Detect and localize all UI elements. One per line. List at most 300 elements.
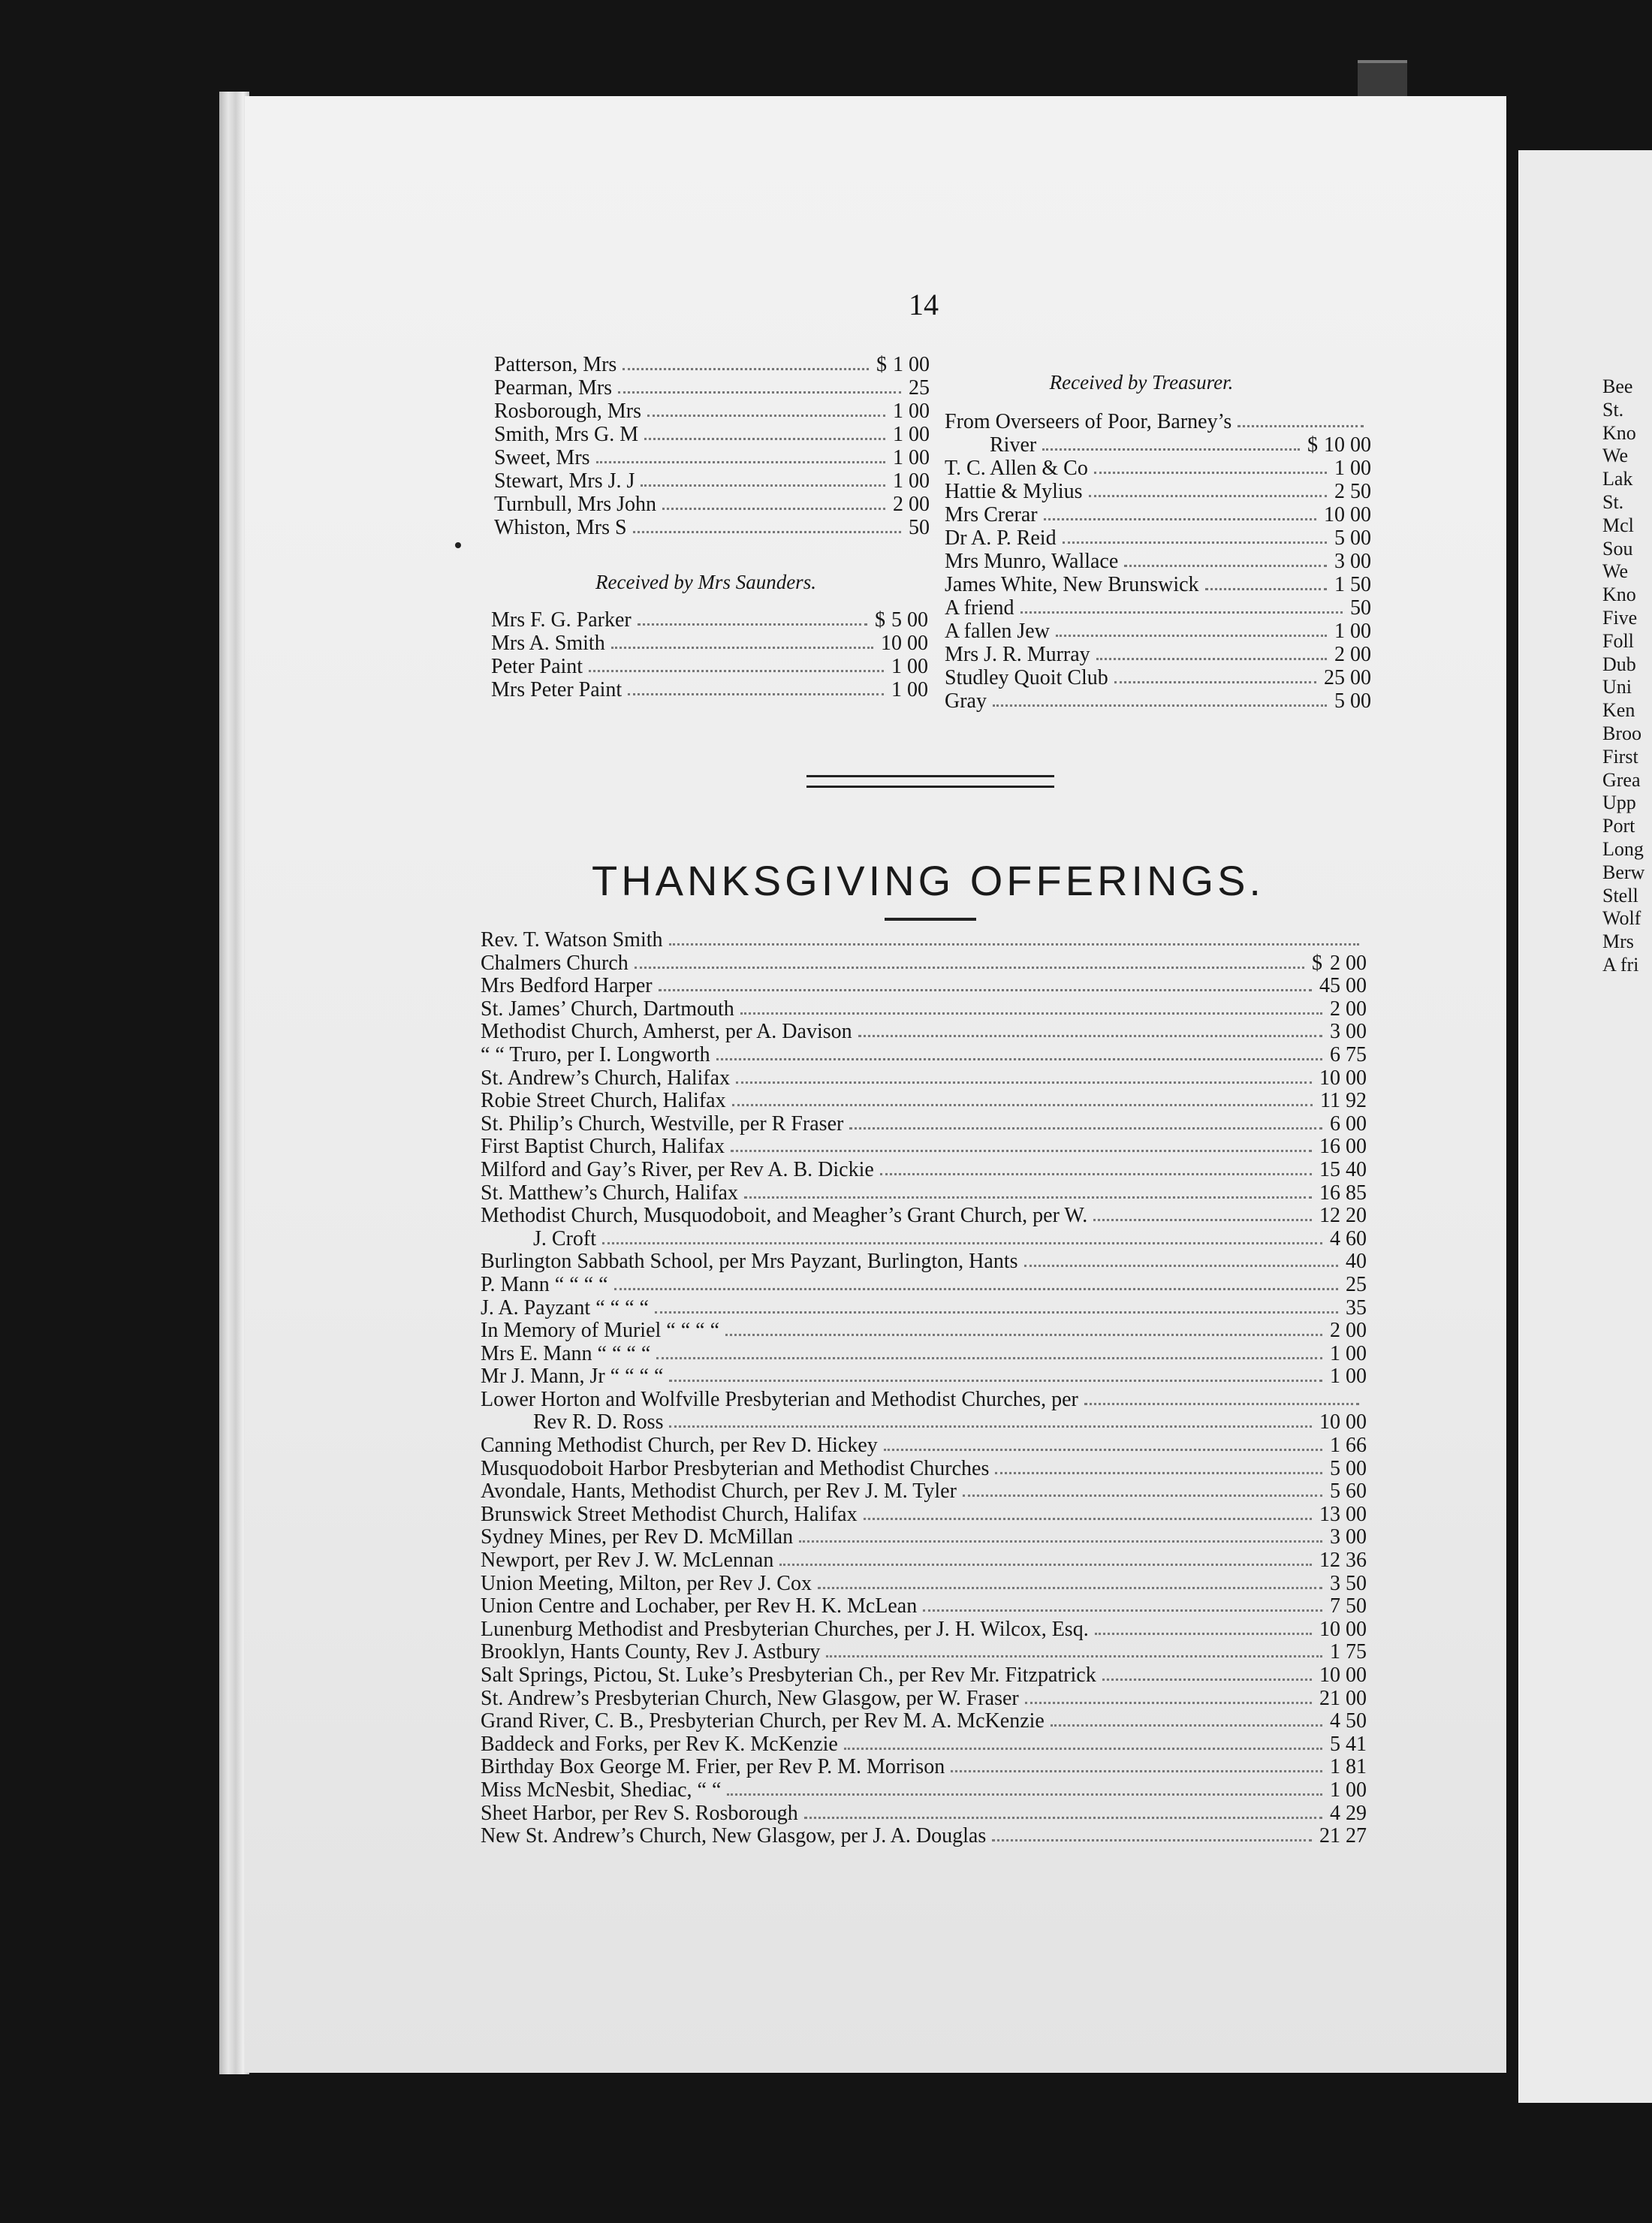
donor-row xyxy=(494,353,930,376)
donor-row xyxy=(491,632,928,655)
offering-row-amount xyxy=(1319,1824,1367,1848)
leader-dots xyxy=(844,1748,1322,1750)
leader-dots xyxy=(1114,681,1316,683)
leader-dots xyxy=(1044,518,1316,520)
leader-dots xyxy=(669,1425,1312,1428)
donor-row-amount xyxy=(1334,573,1371,597)
donor-row-name: Smith, Mrs G. M xyxy=(494,423,639,446)
donor-row-name: Stewart, Mrs J. J xyxy=(494,469,635,493)
adjacent-page-fragment: Uni xyxy=(1602,676,1632,698)
leader-dots xyxy=(849,1127,1322,1130)
offering-row-name: St. Andrew’s Presbyterian Church, New Glasgow, per W. Fraser xyxy=(481,1686,1019,1710)
donor-row-amount xyxy=(909,376,930,400)
donor-row-name: Pearman, Mrs xyxy=(494,376,613,400)
leader-dots xyxy=(623,368,869,370)
donor-row xyxy=(494,423,930,446)
leader-dots xyxy=(1042,448,1300,451)
offering-row-name: Methodist Church, Amherst, per A. Davison xyxy=(481,1020,852,1044)
offering-row-amount xyxy=(1319,1618,1367,1642)
leader-dots xyxy=(880,1173,1312,1175)
offering-row-amount xyxy=(1330,1020,1367,1044)
offering-row-name: Baddeck and Forks, per Rev K. McKenzie xyxy=(481,1732,838,1756)
adjacent-page-fragment: Ken xyxy=(1602,699,1635,722)
donor-row-amount xyxy=(1307,433,1371,457)
leader-dots xyxy=(644,438,885,440)
donor-row-name: Studley Quoit Club xyxy=(945,666,1108,689)
offering-row xyxy=(481,928,1367,952)
offering-row xyxy=(481,1250,1367,1273)
donor-row-amount xyxy=(875,608,928,632)
donor-row-amount xyxy=(909,516,930,540)
donor-row xyxy=(945,503,1371,526)
offering-row xyxy=(481,1687,1367,1710)
adjacent-page-fragment: Mrs xyxy=(1602,931,1634,953)
offering-row xyxy=(481,1204,1367,1227)
donor-row-name: Mrs A. Smith xyxy=(491,632,605,655)
offering-row-amount xyxy=(1319,974,1367,998)
donor-row-name: Mrs Peter Paint xyxy=(491,678,623,701)
offering-row xyxy=(481,1319,1367,1342)
leader-dots xyxy=(864,1518,1312,1520)
offering-row xyxy=(481,1778,1367,1802)
offering-row xyxy=(481,1388,1367,1411)
offering-row xyxy=(481,1089,1367,1112)
offering-row-name: Milford and Gay’s River, per Rev A. B. Dickie xyxy=(481,1157,874,1181)
donor-row xyxy=(945,526,1371,550)
offering-row-amount xyxy=(1330,1342,1367,1366)
offering-row-amount xyxy=(1346,1250,1367,1274)
offering-row-name: Brooklyn, Hants County, Rev J. Astbury xyxy=(481,1640,821,1664)
offering-row-name: Brunswick Street Methodist Church, Halifax xyxy=(481,1502,858,1526)
offering-row xyxy=(481,1227,1367,1250)
offering-row-amount xyxy=(1346,1273,1367,1297)
leader-dots xyxy=(727,1793,1322,1796)
adjacent-page-fragment: Dub xyxy=(1602,653,1636,675)
offering-row-amount xyxy=(1330,1319,1367,1343)
leader-dots xyxy=(923,1609,1322,1612)
offering-row-amount xyxy=(1330,1365,1367,1389)
offering-row-name: St. Philip’s Church, Westville, per R Fraser xyxy=(481,1112,844,1136)
amount-value: 25 00 xyxy=(1324,666,1371,689)
offering-row xyxy=(481,1410,1367,1434)
offering-row-name: St. Andrew’s Church, Halifax xyxy=(481,1066,731,1090)
offering-row xyxy=(481,1733,1367,1756)
leader-dots xyxy=(1084,1403,1359,1405)
donor-row-name: James White, New Brunswick xyxy=(945,573,1199,596)
amount-value: 5 60 xyxy=(1330,1479,1367,1504)
donor-row xyxy=(494,400,930,423)
amount-value: 1 50 xyxy=(1334,573,1371,596)
leader-dots xyxy=(993,704,1327,707)
offering-row xyxy=(481,1503,1367,1526)
donor-row-name: A fallen Jew xyxy=(945,620,1050,643)
offering-row-amount xyxy=(1319,1135,1367,1159)
leader-dots xyxy=(602,1242,1322,1244)
leader-dots xyxy=(1205,588,1327,590)
amount-value: 2 50 xyxy=(1334,480,1371,503)
offering-row xyxy=(481,1296,1367,1320)
amount-value: 10 00 xyxy=(1324,433,1371,457)
amount-value: 1 00 xyxy=(1334,457,1371,480)
donor-row xyxy=(494,446,930,469)
adjacent-page-fragment: Long xyxy=(1602,838,1644,860)
thanksgiving-offerings-list xyxy=(481,928,1367,1847)
offering-row-name: Chalmers Church xyxy=(481,951,629,975)
amount-value: 2 00 xyxy=(1330,1319,1367,1343)
offering-row xyxy=(481,1457,1367,1480)
amount-value: 5 41 xyxy=(1330,1732,1367,1756)
leader-dots xyxy=(589,670,884,672)
adjacent-page-fragment: We xyxy=(1602,445,1628,467)
amount-value: 6 75 xyxy=(1330,1042,1367,1066)
offering-row xyxy=(481,997,1367,1021)
offering-row-amount xyxy=(1330,1572,1367,1596)
offering-row xyxy=(481,1640,1367,1663)
leader-dots xyxy=(995,1472,1322,1474)
donor-row-name: Dr A. P. Reid xyxy=(945,526,1057,550)
donor-row xyxy=(491,608,928,632)
adjacent-page-fragment: Stell xyxy=(1602,884,1638,906)
donor-row xyxy=(945,666,1371,689)
ink-speck xyxy=(455,542,461,548)
donor-row-amount xyxy=(1324,503,1371,527)
offering-row-name: St. Matthew’s Church, Halifax xyxy=(481,1181,738,1205)
offering-row-name: “ “ Truro, per I. Longworth xyxy=(481,1042,710,1066)
amount-value: 1 81 xyxy=(1330,1755,1367,1779)
leader-dots xyxy=(1096,658,1327,660)
offering-row-amount xyxy=(1330,1043,1367,1067)
donor-row-amount xyxy=(1324,666,1371,690)
adjacent-page-fragment: Bee xyxy=(1602,376,1633,397)
offering-row-name: Rev R. D. Ross xyxy=(533,1410,664,1434)
leader-dots xyxy=(731,1150,1312,1152)
donor-row xyxy=(494,376,930,400)
offering-row-name: Mr J. Mann, Jr “ “ “ “ xyxy=(481,1365,664,1389)
leader-dots xyxy=(611,647,873,649)
leader-dots xyxy=(633,531,901,533)
leader-dots xyxy=(858,1035,1322,1037)
offering-row-amount xyxy=(1319,1410,1367,1434)
adjacent-page-fragment: Lak xyxy=(1602,468,1633,490)
leader-dots xyxy=(744,1196,1312,1199)
amount-value: 2 00 xyxy=(1330,997,1367,1021)
amount-value: 15 40 xyxy=(1319,1157,1367,1181)
offering-row-name: Grand River, C. B., Presbyterian Church, per Rev M. A. McKenzie xyxy=(481,1709,1045,1733)
donor-row xyxy=(491,655,928,678)
offering-row xyxy=(481,1135,1367,1158)
amount-value: 2 00 xyxy=(893,493,930,516)
offering-row-name: In Memory of Muriel “ “ “ “ xyxy=(481,1319,719,1343)
amount-value: 10 00 xyxy=(1319,1066,1367,1090)
section-title: THANKSGIVING OFFERINGS. xyxy=(592,857,1265,904)
offering-row-amount xyxy=(1330,1457,1367,1481)
offering-row-name: Sheet Harbor, per Rev S. Rosborough xyxy=(481,1801,798,1825)
offering-row-name: Lower Horton and Wolfville Presbyterian and Methodist Churches, per xyxy=(481,1387,1078,1411)
donor-row-name: Sweet, Mrs xyxy=(494,446,590,469)
leader-dots xyxy=(799,1540,1322,1543)
donor-row-name: Rosborough, Mrs xyxy=(494,400,642,423)
amount-value: 1 66 xyxy=(1330,1434,1367,1458)
offering-row-name: P. Mann “ “ “ “ xyxy=(481,1272,608,1296)
offering-row-name: J. A. Payzant “ “ “ “ xyxy=(481,1295,649,1320)
donor-row-amount xyxy=(893,400,930,424)
amount-value: 16 85 xyxy=(1319,1181,1367,1205)
donor-row-name: Peter Paint xyxy=(491,655,583,678)
donor-row-amount xyxy=(893,423,930,447)
offering-row-amount xyxy=(1346,1296,1367,1320)
offering-row xyxy=(481,1594,1367,1618)
offering-row-name: Canning Methodist Church, per Rev D. Hickey xyxy=(481,1434,878,1458)
donor-row-amount xyxy=(1350,596,1371,620)
donor-row-amount xyxy=(893,493,930,517)
adjacent-page-fragment: Wolf xyxy=(1602,907,1641,930)
leader-dots xyxy=(638,623,867,626)
offering-row xyxy=(481,1709,1367,1733)
amount-value: 5 00 xyxy=(1334,689,1371,713)
leader-dots xyxy=(1095,1633,1312,1635)
donor-row xyxy=(945,410,1371,433)
leader-dots xyxy=(1063,541,1327,544)
leader-dots xyxy=(628,693,884,695)
amount-value: 50 xyxy=(1350,596,1371,620)
donor-row-name: Hattie & Mylius xyxy=(945,480,1083,503)
donor-row-name: Mrs Munro, Wallace xyxy=(945,550,1119,573)
amount-value: 35 xyxy=(1346,1295,1367,1320)
adjacent-page-fragment: We xyxy=(1602,560,1628,583)
offering-row xyxy=(481,1549,1367,1572)
offering-row xyxy=(481,1479,1367,1503)
amount-value: 1 00 xyxy=(893,446,930,469)
amount-value: 4 60 xyxy=(1330,1226,1367,1250)
donor-row xyxy=(945,457,1371,480)
offering-row-amount xyxy=(1319,1687,1367,1711)
donor-list-top-left xyxy=(494,353,930,539)
offering-row-name: St. James’ Church, Dartmouth xyxy=(481,997,734,1021)
offering-row-name: Burlington Sabbath School, per Mrs Payzant, Burlington, Hants xyxy=(481,1250,1018,1274)
amount-value: 16 00 xyxy=(1319,1135,1367,1159)
offering-row-amount xyxy=(1330,1227,1367,1251)
amount-value: 50 xyxy=(909,516,930,539)
leader-dots xyxy=(655,1311,1338,1314)
offering-row-amount xyxy=(1312,952,1367,976)
adjacent-page-fragment: First xyxy=(1602,745,1638,768)
leader-dots xyxy=(662,508,885,510)
donor-row xyxy=(945,480,1371,503)
leader-dots xyxy=(725,1334,1322,1336)
treasurer-heading: Received by Treasurer. xyxy=(1049,371,1234,394)
leader-dots xyxy=(1089,495,1327,497)
amount-value: 25 xyxy=(1346,1272,1367,1296)
adjacent-page-fragment: Grea xyxy=(1602,768,1641,791)
donor-row-amount xyxy=(891,678,928,702)
leader-dots xyxy=(1020,611,1343,614)
donor-row xyxy=(945,550,1371,573)
leader-dots xyxy=(1124,565,1327,567)
offering-row xyxy=(481,1525,1367,1549)
amount-value: 1 00 xyxy=(893,423,930,446)
offering-row xyxy=(481,1663,1367,1687)
amount-value: 3 00 xyxy=(1334,550,1371,573)
donor-row-name: Turnbull, Mrs John xyxy=(494,493,657,516)
offering-row xyxy=(481,1112,1367,1136)
donor-row-name: Mrs Crerar xyxy=(945,503,1038,526)
offering-row xyxy=(481,1824,1367,1847)
donor-row-amount xyxy=(1334,689,1371,713)
page-number: 14 xyxy=(909,288,939,321)
leader-dots xyxy=(614,1288,1338,1290)
adjacent-page-fragment: St. xyxy=(1602,398,1624,421)
leader-dots xyxy=(647,415,885,417)
double-rule-top xyxy=(806,775,1054,777)
offering-row xyxy=(481,1342,1367,1365)
offering-row-name: Rev. T. Watson Smith xyxy=(481,928,663,952)
leader-dots xyxy=(826,1655,1322,1657)
dollar-sign: $ xyxy=(1312,951,1322,975)
leader-dots xyxy=(779,1564,1312,1566)
offering-row-name: Avondale, Hants, Methodist Church, per Rev J. M. Tyler xyxy=(481,1479,957,1504)
amount-value: 45 00 xyxy=(1319,974,1367,998)
adjacent-page-fragment: Foll xyxy=(1602,629,1634,652)
leader-dots xyxy=(951,1770,1322,1772)
donor-row-amount xyxy=(1334,550,1371,574)
offering-row-name: Mrs Bedford Harper xyxy=(481,974,653,998)
offering-row-name: Miss McNesbit, Shediac, “ “ xyxy=(481,1778,722,1802)
offering-row-amount xyxy=(1330,1525,1367,1549)
offering-row-amount xyxy=(1330,1479,1367,1504)
offering-row-amount xyxy=(1320,1089,1367,1113)
offering-row xyxy=(481,1181,1367,1205)
donor-row-amount xyxy=(1334,480,1371,504)
adjacent-page-fragment: A fri xyxy=(1602,954,1639,976)
amount-value: 1 00 xyxy=(893,400,930,423)
donor-row-amount xyxy=(891,655,928,679)
offering-row-name: New St. Andrew’s Church, New Glasgow, per J. A. Douglas xyxy=(481,1824,987,1848)
amount-value: 12 36 xyxy=(1319,1549,1367,1573)
donor-row-name: Gray xyxy=(945,689,987,713)
leader-dots xyxy=(818,1587,1322,1589)
leader-dots xyxy=(1093,1219,1312,1221)
donor-row-amount xyxy=(1334,526,1371,550)
amount-value: 4 50 xyxy=(1330,1709,1367,1733)
donor-row xyxy=(494,493,930,516)
offering-row-amount xyxy=(1319,1181,1367,1205)
donor-row xyxy=(945,643,1371,666)
offering-row-amount xyxy=(1330,1112,1367,1136)
leader-dots xyxy=(669,943,1359,946)
amount-value: 1 00 xyxy=(893,469,930,493)
adjacent-page-fragment: Broo xyxy=(1602,722,1641,744)
amount-value: 4 29 xyxy=(1330,1801,1367,1825)
offering-row-amount xyxy=(1330,1709,1367,1733)
offering-row-name: Union Centre and Lochaber, per Rev H. K. McLean xyxy=(481,1594,918,1618)
amount-value: 1 00 xyxy=(893,353,930,376)
donor-row xyxy=(945,620,1371,643)
offering-row-name: Mrs E. Mann “ “ “ “ xyxy=(481,1341,651,1365)
donor-row-name: Patterson, Mrs xyxy=(494,353,617,376)
leader-dots xyxy=(1051,1724,1322,1727)
amount-value: 2 00 xyxy=(1334,643,1371,666)
offering-row-amount xyxy=(1330,1640,1367,1664)
offering-row-name: Lunenburg Methodist and Presbyterian Churches, per J. H. Wilcox, Esq. xyxy=(481,1617,1089,1641)
leader-dots xyxy=(1024,1265,1338,1267)
offering-row-name: J. Croft xyxy=(533,1226,596,1250)
offering-row-name: Sydney Mines, per Rev D. McMillan xyxy=(481,1525,794,1549)
amount-value: 13 00 xyxy=(1319,1502,1367,1526)
offering-row xyxy=(481,1066,1367,1090)
offering-row-amount xyxy=(1330,1778,1367,1802)
amount-value: 21 00 xyxy=(1319,1686,1367,1710)
dollar-sign: $ xyxy=(876,353,887,376)
offering-row xyxy=(481,1755,1367,1778)
offering-row-name: Union Meeting, Milton, per Rev J. Cox xyxy=(481,1571,812,1595)
offering-row-amount xyxy=(1330,1594,1367,1618)
offering-row-name: Birthday Box George M. Frier, per Rev P. M. Morrison xyxy=(481,1755,945,1779)
donor-row-name: T. C. Allen & Co xyxy=(945,457,1088,480)
leader-dots xyxy=(963,1495,1322,1497)
leader-dots xyxy=(656,1357,1322,1359)
adjacent-page-fragment: Kno xyxy=(1602,584,1636,606)
leader-dots xyxy=(1094,472,1327,474)
leader-dots xyxy=(732,1104,1313,1106)
offering-row-amount xyxy=(1319,1066,1367,1090)
adjacent-page-fragment: Sou xyxy=(1602,537,1633,560)
offering-row xyxy=(481,1572,1367,1595)
amount-value: 1 75 xyxy=(1330,1640,1367,1664)
offering-row-name: Salt Springs, Pictou, St. Luke’s Presbyterian Ch., per Rev Mr. Fitzpatrick xyxy=(481,1663,1096,1687)
saunders-heading: Received by Mrs Saunders. xyxy=(595,571,816,593)
leader-dots xyxy=(659,989,1312,991)
amount-value: 11 92 xyxy=(1320,1089,1367,1113)
adjacent-page-fragment: Berw xyxy=(1602,861,1645,883)
offering-row-amount xyxy=(1330,1434,1367,1458)
amount-value: 10 00 xyxy=(1319,1617,1367,1641)
amount-value: 25 xyxy=(909,376,930,400)
amount-value: 2 00 xyxy=(1330,951,1367,975)
amount-value: 10 00 xyxy=(1319,1663,1367,1687)
offering-row xyxy=(481,974,1367,997)
leader-dots xyxy=(1102,1679,1312,1681)
leader-dots xyxy=(669,1380,1322,1382)
leader-dots xyxy=(635,967,1304,969)
offering-row-name: Robie Street Church, Halifax xyxy=(481,1089,726,1113)
leader-dots xyxy=(740,1012,1322,1015)
leader-dots xyxy=(992,1839,1312,1841)
amount-value: 5 00 xyxy=(891,608,928,632)
offering-row xyxy=(481,1020,1367,1043)
amount-value: 10 00 xyxy=(1324,503,1371,526)
amount-value: 1 00 xyxy=(1330,1341,1367,1365)
offering-row-amount xyxy=(1319,1204,1367,1228)
leader-dots xyxy=(618,391,901,394)
amount-value: 12 20 xyxy=(1319,1204,1367,1228)
adjacent-page-fragment: St. xyxy=(1602,491,1624,513)
offering-row-amount xyxy=(1319,1549,1367,1573)
adjacent-page-fragment: Mcl xyxy=(1602,514,1634,536)
amount-value: 10 00 xyxy=(881,632,928,655)
amount-value: 3 00 xyxy=(1330,1525,1367,1549)
donor-row xyxy=(494,516,930,539)
leader-dots xyxy=(1237,425,1364,427)
donor-row-amount xyxy=(893,469,930,493)
donor-row-name: River xyxy=(990,433,1037,457)
leader-dots xyxy=(641,484,885,487)
amount-value: 7 50 xyxy=(1330,1594,1367,1618)
donor-row-amount xyxy=(1334,643,1371,667)
leader-dots xyxy=(1025,1702,1312,1704)
amount-value: 1 00 xyxy=(891,678,928,701)
donor-row xyxy=(494,469,930,493)
amount-value: 10 00 xyxy=(1319,1410,1367,1434)
